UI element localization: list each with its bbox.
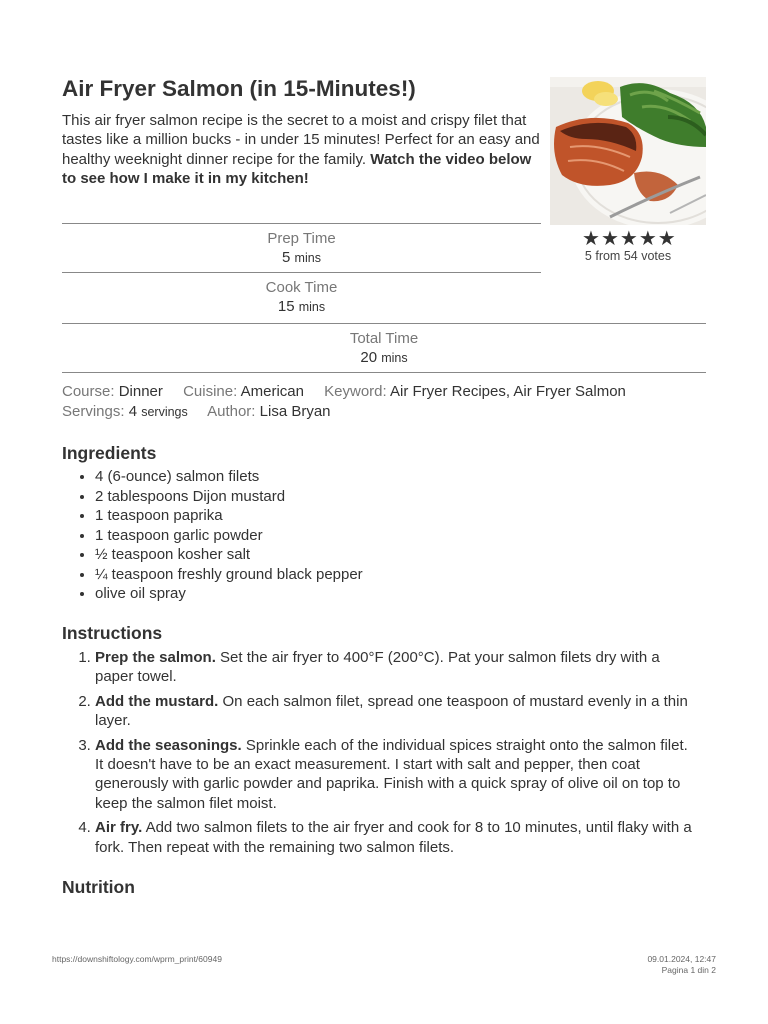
total-time — [62, 323, 706, 373]
ingredient-item: • ½ teaspoon kosher salt — [95, 545, 706, 565]
ingredients-list — [62, 467, 706, 604]
recipe-times — [62, 223, 541, 321]
star-icon[interactable]: ★ — [582, 228, 600, 250]
step-title: Add the mustard. — [95, 692, 219, 710]
instruction-step — [95, 648, 706, 687]
recipe-photo — [550, 77, 706, 225]
footer-datetime: 09.01.2024, 12:47 — [647, 954, 716, 964]
prep-time-number: 5 — [282, 249, 291, 266]
instruction-step — [95, 736, 706, 814]
nutrition-section — [62, 877, 135, 898]
cook-time-unit: mins — [298, 300, 326, 314]
step-text: Set the air fryer to 400°F (200°C). Pat your salmon filets dry with a paper towel. — [95, 649, 660, 686]
ingredient-item: • ¼ teaspoon freshly ground black pepper — [95, 565, 706, 585]
meta-keyword-value[interactable]: Air Fryer Recipes, Air Fryer Salmon — [390, 383, 626, 400]
cook-time-number: 15 — [277, 298, 295, 315]
instructions-section — [62, 623, 706, 862]
meta-keyword — [324, 383, 626, 400]
meta-cuisine-value[interactable]: American — [240, 383, 304, 400]
total-time-value — [62, 348, 706, 368]
nutrition-heading: Nutrition — [62, 877, 135, 897]
footer-info — [647, 954, 716, 976]
total-time-unit: mins — [381, 351, 408, 365]
meta-servings-unit: servings — [141, 404, 188, 419]
step-text: Add two salmon filets to the air fryer and cook for 8 to 10 minutes, until flaky with a fork. Then repeat with the remaining two salmon filets. — [95, 819, 692, 856]
recipe-summary — [62, 111, 540, 189]
total-time-number: 20 — [360, 349, 378, 366]
step-title: Air fry. — [95, 819, 143, 837]
step-title: Prep the salmon. — [95, 649, 216, 666]
star-icon[interactable]: ★ — [600, 228, 619, 250]
prep-time — [62, 223, 541, 272]
footer-url[interactable]: https://downshiftology.com/wprm_print/60949 — [52, 954, 222, 964]
prep-time-value — [62, 248, 541, 268]
meta-servings-value[interactable]: 4 — [128, 402, 138, 420]
cook-time-label: Cook Time — [265, 279, 338, 296]
step-title: Add the seasonings. — [95, 736, 242, 754]
ingredients-section — [62, 443, 706, 604]
summary-text: This air fryer salmon recipe is the secret to a moist and crispy filet that tastes like a million bucks - in under 15 minutes! Perfect for an easy and healthy weeknight dinner recipe for the family. — [62, 112, 540, 168]
step-text: On each salmon filet, spread one teaspoon of mustard evenly in a thin layer. — [95, 692, 688, 730]
footer-page-number: Pagina 1 din 2 — [661, 965, 716, 975]
instructions-heading: Instructions — [62, 623, 163, 643]
meta-cuisine — [183, 383, 304, 400]
meta-author-value[interactable]: Lisa Bryan — [259, 402, 331, 420]
star-icon[interactable]: ★ — [657, 228, 676, 250]
salmon-plate-image — [550, 77, 706, 225]
rating-summary: 5 from 54 votes — [584, 249, 672, 263]
meta-row-1 — [62, 382, 706, 402]
meta-keyword-label: Keyword: — [324, 383, 387, 400]
star-icon[interactable]: ★ — [619, 228, 638, 250]
meta-row-2 — [62, 402, 706, 423]
meta-servings-label: Servings: — [62, 402, 125, 420]
ingredient-item: • olive oil spray — [95, 584, 706, 604]
ingredient-item: • 2 tablespoons Dijon mustard — [95, 487, 706, 507]
ingredient-item: • 1 teaspoon garlic powder — [95, 526, 706, 546]
meta-servings — [62, 403, 188, 420]
ingredients-heading: Ingredients — [62, 443, 157, 463]
cook-time-value — [62, 297, 541, 317]
instruction-step — [95, 818, 706, 857]
ingredient-item: • 4 (6-ounce) salmon filets — [95, 467, 706, 487]
summary-video-callout: Watch the video below to see how I make it in my kitchen! — [62, 150, 532, 188]
meta-cuisine-label: Cuisine: — [183, 383, 238, 400]
meta-course-value[interactable]: Dinner — [118, 383, 163, 400]
rating-stars[interactable] — [582, 228, 676, 250]
meta-course-label: Course: — [62, 383, 115, 400]
instructions-list — [62, 648, 706, 857]
instruction-step — [95, 692, 706, 731]
recipe-title: Air Fryer Salmon (in 15-Minutes!) — [62, 76, 416, 101]
meta-course — [62, 383, 163, 400]
prep-time-unit: mins — [294, 251, 321, 265]
total-time-label: Total Time — [349, 330, 419, 347]
star-icon[interactable]: ★ — [638, 228, 657, 250]
ingredient-item: • 1 teaspoon paprika — [95, 506, 706, 526]
meta-author — [207, 403, 330, 420]
cook-time — [62, 272, 541, 321]
prep-time-label: Prep Time — [267, 230, 336, 247]
step-text: Sprinkle each of the individual spices straight onto the salmon filet. It doesn't have to be an exact measurement. I start with salt and pepper, then coat generously with garlic powder and paprika. Finish with a quick spray of olive oil on top to keep the salmon filet moist. — [95, 736, 688, 812]
recipe-meta — [62, 382, 706, 422]
meta-author-label: Author: — [207, 402, 256, 420]
